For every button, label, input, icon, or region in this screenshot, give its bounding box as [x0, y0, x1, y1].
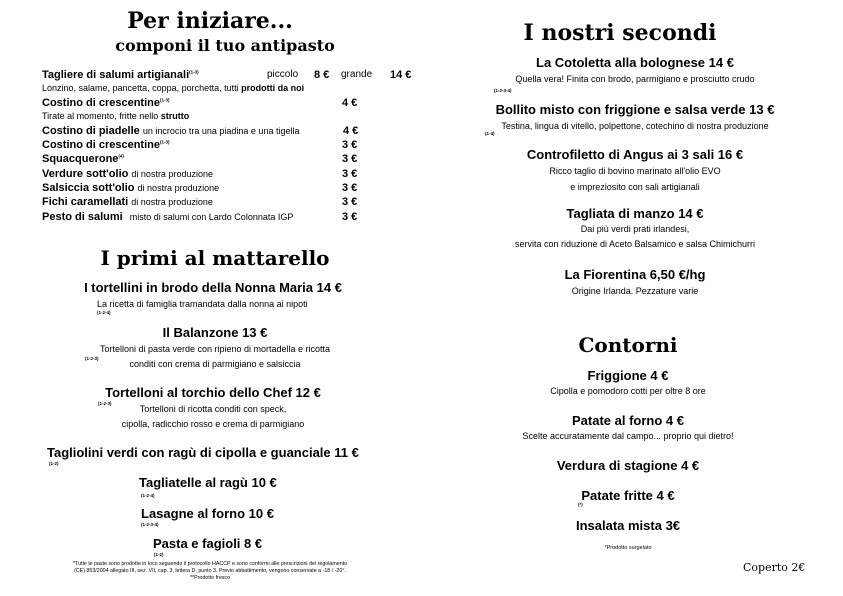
dish-desc: Ricco taglio di bovino marinato all'olio EVO: [549, 166, 721, 176]
desc-bold: prodotti da noi: [241, 83, 305, 93]
price: 4 €: [342, 97, 358, 109]
antipasto-item-pesto: [42, 211, 293, 223]
inline-desc: misto di salumi con Lardo Colonnata IGP: [129, 212, 294, 222]
price: 3 €: [342, 182, 358, 194]
size-small-label: piccolo: [267, 69, 299, 80]
secondi-title: I nostri secondi: [523, 20, 717, 46]
dish-name: Patate al forno 4 €: [572, 413, 684, 428]
antipasto-item-piadelle: [42, 125, 299, 137]
contorno-friggione: [425, 368, 831, 396]
item-name: Squacquerone: [42, 153, 119, 165]
antipasti-subtitle: componi il tuo antipasto: [115, 36, 335, 55]
dish-name: Controfiletto di Angus ai 3 sali 16 €: [526, 147, 744, 162]
primo-tagliatelle: Tagliatelle al ragù 10 €: [139, 475, 277, 490]
antipasto-item-fichi: [42, 196, 213, 208]
inline-desc: di nostra produzione: [137, 183, 220, 193]
desc-text: Tirate al momento, fritte nello: [42, 111, 161, 121]
antipasto-item-salsiccia: [42, 182, 219, 194]
dish-desc: conditi con crema di parmigiano e salsiccia: [129, 359, 301, 369]
dish-desc: Dai più verdi prati irlandesi,: [580, 224, 690, 234]
dish-desc: Origine Irlanda. Pezzature varie: [571, 286, 699, 296]
antipasto-desc: [42, 83, 304, 93]
dish-name: La Fiorentina 6,50 €/hg: [564, 267, 706, 282]
price: 3 €: [342, 211, 358, 223]
price: 3 €: [342, 153, 358, 165]
allergens: (*): [578, 502, 583, 507]
surgelato-note: *Prodotto surgelato: [604, 545, 652, 551]
antipasto-item-crescentine: [42, 97, 170, 109]
price: 3 €: [342, 139, 358, 151]
price: 4 €: [343, 125, 359, 137]
allergens: (1-3): [189, 69, 199, 75]
dish-name: Tortelloni al torchio dello Chef 12 €: [105, 385, 321, 400]
secondo-fiorentina: [425, 267, 843, 296]
desc-bold: strutto: [160, 111, 190, 121]
item-name: Salsiccia sott'olio: [42, 182, 135, 194]
inline-desc: un incrocio tra una piadina e una tigella: [142, 126, 300, 136]
contorno-insalata: [425, 518, 831, 533]
dish-name: Il Balanzone 13 €: [162, 325, 268, 340]
inline-desc: di nostra produzione: [131, 197, 213, 207]
dish-desc: cipolla, radicchio rosso e crema di parmigiano: [121, 419, 305, 429]
price: 3 €: [342, 168, 358, 180]
contorno-patate-forno: [425, 413, 831, 441]
footnote: [0, 561, 420, 582]
antipasti-title: Per iniziare...: [127, 8, 293, 34]
dish-desc: Cipolla e pomodoro cotti per oltre 8 ore: [550, 386, 706, 396]
allergens: (1-3): [159, 97, 170, 103]
allergens: (1-2-3-4): [141, 522, 159, 527]
dish-name: Insalata mista 3€: [575, 518, 681, 533]
contorno-verdura: [425, 458, 831, 473]
allergens: (4): [118, 153, 124, 159]
allergens: (1-2): [49, 461, 59, 466]
contorno-patate-fritte: [425, 488, 831, 503]
primo-tortelloni-chef: [0, 385, 426, 400]
allergens: (1-2-3-4): [494, 88, 512, 93]
primo-balanzone: [0, 325, 430, 340]
dish-name: I tortellini in brodo della Nonna Maria 14 €: [84, 280, 342, 295]
primo-lasagne: Lasagne al forno 10 €: [141, 506, 274, 521]
allergens: (1-3): [159, 139, 170, 145]
dish-desc: Testina, lingua di vitello, polpettone, cotechino di nostra produzione: [501, 121, 769, 131]
item-name: Costino di crescentine: [42, 97, 160, 109]
secondo-cotoletta: [425, 55, 843, 84]
price-large: 14 €: [390, 69, 412, 81]
dish-desc: Tortelloni di pasta verde con ripieno di mortadella e ricotta: [99, 344, 331, 354]
price-small: 8 €: [314, 69, 330, 81]
dish-name: Friggione 4 €: [587, 368, 669, 383]
primi-title: I primi al mattarello: [100, 246, 330, 270]
dish-desc: Scelte accuratamente dal campo... proprio qui dietro!: [522, 431, 734, 441]
contorni-title: Contorni: [578, 333, 678, 357]
allergens: (1-2-3): [85, 356, 99, 361]
inline-desc: di nostra produzione: [131, 169, 213, 179]
antipasto-desc: [42, 111, 189, 121]
item-name: Costino di piadelle: [42, 125, 140, 137]
dish-desc: Tortelloni di ricotta conditi con speck,: [139, 404, 287, 414]
antipasto-item-squacquerone: [42, 153, 124, 165]
dish-name: Tagliata di manzo 14 €: [566, 206, 704, 221]
primo-tagliolini: Tagliolini verdi con ragù di cipolla e guanciale 11 €: [47, 445, 359, 460]
antipasto-item-tagliere: [42, 69, 199, 81]
footnote-line: **Prodotto fresco: [189, 575, 231, 581]
dish-desc: servita con riduzione di Aceto Balsamico e salsa Chimichurri: [514, 239, 756, 249]
allergens: (1-4): [485, 131, 495, 136]
item-name: Fichi caramellati: [42, 196, 129, 208]
item-name: Costino di crescentine: [42, 139, 160, 151]
secondo-tagliata: [425, 206, 843, 249]
size-large-label: grande: [341, 69, 373, 80]
dish-name: Patate fritte 4 €: [581, 488, 675, 503]
dish-desc: La ricetta di famiglia tramandata dalla nonna ai nipoti: [97, 299, 308, 309]
footnote-line: (CE) 853/2004 allegato III, sez. VII, cap. 3, lettera D, punto 3. Previo abbattimento, vengono conservate a -18 / -20°.: [74, 568, 346, 574]
item-name: Verdure sott'olio: [42, 168, 129, 180]
allergens: (1-2-4): [97, 310, 111, 315]
dish-desc: Quella vera! Finita con brodo, parmigiano e prosciutto crudo: [515, 74, 755, 84]
primo-pasta-fagioli: Pasta e fagioli 8 €: [153, 536, 263, 551]
dish-name: Verdura di stagione 4 €: [556, 458, 700, 473]
item-name: Tagliere di salumi artigianali: [42, 69, 190, 81]
allergens: (1-2): [154, 552, 164, 557]
dish-desc: e impreziosito con sali artigianali: [570, 182, 700, 192]
allergens: (1-2-3): [98, 401, 112, 406]
footnote-line: *Tutte le paste sono prodotte in loco seguendo il protocollo HACCP e sono conformi alle prescrizioni del regolamento: [72, 561, 348, 567]
coperto: Coperto 2€: [743, 561, 806, 574]
antipasto-item-crescentine-2: [42, 139, 170, 151]
desc-text: Lonzino, salame, pancetta, coppa, porchetta, tutti: [42, 83, 242, 93]
dish-name: Bollito misto con friggione e salsa verde 13 €: [495, 102, 775, 117]
secondo-controfiletto: [425, 147, 843, 192]
secondo-bollito: [425, 102, 843, 131]
price: 3 €: [342, 196, 358, 208]
item-name: Pesto di salumi: [42, 211, 123, 223]
dish-name: La Cotoletta alla bolognese 14 €: [536, 55, 734, 70]
antipasto-item-verdure: [42, 168, 213, 180]
allergens: (1-2-4): [141, 493, 155, 498]
primo-tortellini: [0, 280, 426, 295]
